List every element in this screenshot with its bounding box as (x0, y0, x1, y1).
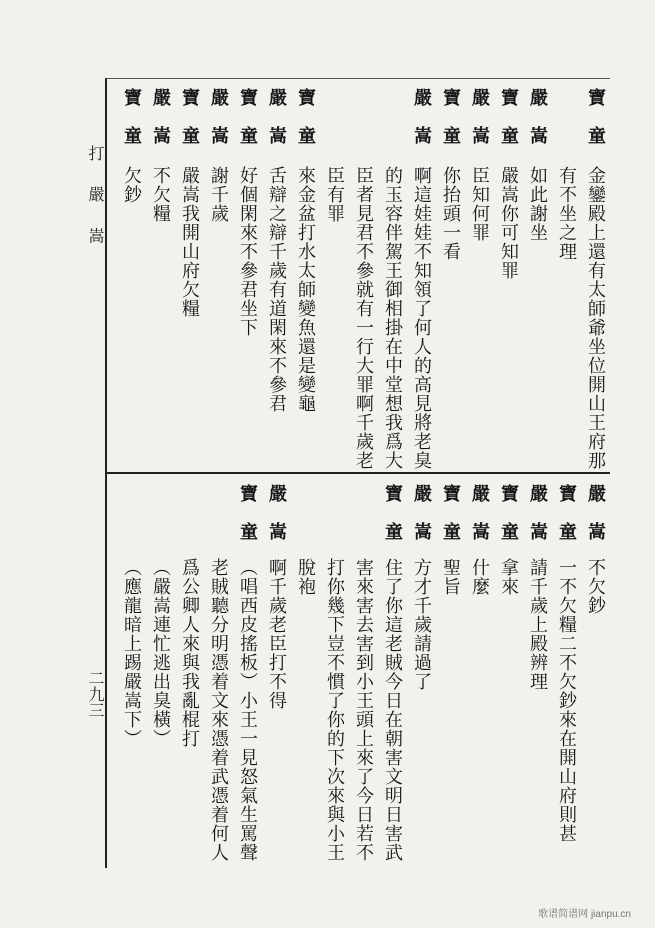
dialogue-text: 好個閑來不參君坐下 (237, 166, 258, 337)
dialogue-column (352, 484, 374, 862)
dialogue-column (468, 484, 490, 596)
dialogue-column (120, 484, 142, 748)
speaker-name: 寶 童 (556, 484, 577, 541)
dialogue-column (352, 88, 374, 470)
dialogue-text: 金鑾殿上還有太師爺坐位開山王府那 (585, 166, 606, 470)
dialogue-column (265, 88, 287, 413)
section-divider (105, 472, 610, 474)
dialogue-text: 請千歲上殿辨理 (527, 558, 548, 691)
dialogue-column (555, 484, 577, 843)
dialogue-column (149, 484, 171, 748)
dialogue-column (526, 484, 548, 691)
dialogue-text: 住了你這老賊今日在朝害文明日害武 (382, 558, 403, 862)
dialogue-column (323, 484, 345, 862)
speaker-name: 嚴 嵩 (266, 88, 287, 145)
dialogue-text: 謝千歲 (208, 166, 229, 223)
dialogue-text: 的玉容伴駕王御相掛在中堂想我爲大 (382, 166, 403, 470)
dialogue-text: 臣者見君不參就有一行大罪啊千歲老 (353, 166, 374, 470)
dialogue-column (584, 88, 606, 470)
dialogue-text: （唱西皮搖板）小王一見怒氣生罵聲 (237, 558, 258, 862)
dialogue-text: 臣知何罪 (469, 166, 490, 242)
speaker-name: 嚴 嵩 (527, 88, 548, 145)
dialogue-column (323, 88, 345, 223)
dialogue-column (439, 484, 461, 596)
speaker-name: 寶 童 (295, 88, 316, 145)
dialogue-column (236, 88, 258, 337)
dialogue-column (294, 88, 316, 413)
dialogue-text: 嚴嵩我開山府欠糧 (179, 166, 200, 318)
dialogue-column (381, 484, 403, 862)
dialogue-text: 爲公卿人來與我亂棍打 (179, 558, 200, 748)
speaker-name: 寶 童 (440, 484, 461, 541)
dialogue-text: （應龍暗上踢嚴嵩下） (121, 558, 142, 748)
dialogue-text: 啊這娃娃不知領了何人的高見將老臭 (411, 166, 432, 470)
speaker-name: 嚴 嵩 (411, 484, 432, 541)
speaker-name: 嚴 嵩 (469, 88, 490, 145)
speaker-name: 嚴 嵩 (208, 88, 229, 145)
dialogue-column (526, 88, 548, 242)
dialogue-text: 一不欠糧二不欠鈔來在開山府則甚 (556, 558, 577, 843)
speaker-name: 寶 童 (498, 484, 519, 541)
dialogue-column (555, 88, 577, 261)
dialogue-column (439, 88, 461, 261)
dialogue-text: 害來害去害到小王頭上來了今日若不 (353, 558, 374, 862)
dialogue-text: 嚴嵩你可知罪 (498, 166, 519, 280)
watermark: 歌谱简谱网 jianpu.cn (538, 909, 631, 920)
dialogue-column (497, 484, 519, 596)
dialogue-text: 方才千歲請過了 (411, 558, 432, 691)
speaker-name: 嚴 嵩 (266, 484, 287, 541)
dialogue-text: 舌辯之辯千歲有道閑來不參君 (266, 166, 287, 413)
speaker-name: 嚴 嵩 (469, 484, 490, 541)
dialogue-text: 有不坐之理 (556, 166, 577, 261)
speaker-name: 寶 童 (121, 88, 142, 145)
speaker-name: 嚴 嵩 (411, 88, 432, 145)
dialogue-column (120, 88, 142, 204)
dialogue-text: 什麼 (469, 558, 490, 596)
speaker-name: 寶 童 (498, 88, 519, 145)
dialogue-text: 打你幾下豈不慣了你的下次來與小王 (324, 558, 345, 862)
dialogue-text: 你抬頭一看 (440, 166, 461, 261)
dialogue-text: 欠鈔 (121, 166, 142, 204)
dialogue-text: 啊千歲老臣打不得 (266, 558, 287, 710)
speaker-name: 寶 童 (237, 484, 258, 541)
dialogue-text: 不欠糧 (150, 166, 171, 223)
dialogue-text: 聖旨 (440, 558, 461, 596)
dialogue-text: 臣有罪 (324, 166, 345, 223)
side-title: 打 嚴 嵩 (86, 145, 105, 254)
dialogue-column (468, 88, 490, 242)
dialogue-text: 拿來 (498, 558, 519, 596)
speaker-name: 嚴 嵩 (527, 484, 548, 541)
speaker-name: 寶 童 (440, 88, 461, 145)
dialogue-column (149, 88, 171, 223)
speaker-name: 寶 童 (585, 88, 606, 145)
dialogue-text: 脫袍 (295, 558, 316, 596)
dialogue-text: 不欠鈔 (585, 558, 606, 615)
dialogue-column (236, 484, 258, 862)
dialogue-column (207, 88, 229, 223)
dialogue-column (178, 484, 200, 748)
dialogue-column (584, 484, 606, 615)
page-number: 二九三 (86, 670, 105, 718)
dialogue-column (410, 484, 432, 691)
dialogue-column (497, 88, 519, 280)
dialogue-column (178, 88, 200, 318)
dialogue-column (265, 484, 287, 710)
dialogue-text: 來金盆打水太師變魚還是變龜 (295, 166, 316, 413)
speaker-name: 寶 童 (179, 88, 200, 145)
dialogue-text: 如此謝坐 (527, 166, 548, 242)
dialogue-text: 老賊聽分明憑着文來憑着武憑着何人 (208, 558, 229, 862)
speaker-name: 嚴 嵩 (150, 88, 171, 145)
speaker-name: 寶 童 (237, 88, 258, 145)
speaker-name: 嚴 嵩 (585, 484, 606, 541)
dialogue-column (207, 484, 229, 862)
dialogue-column (410, 88, 432, 470)
dialogue-text: （嚴嵩連忙逃出臭橫） (150, 558, 171, 748)
dialogue-column (294, 484, 316, 596)
dialogue-column (381, 88, 403, 470)
speaker-name: 寶 童 (382, 484, 403, 541)
